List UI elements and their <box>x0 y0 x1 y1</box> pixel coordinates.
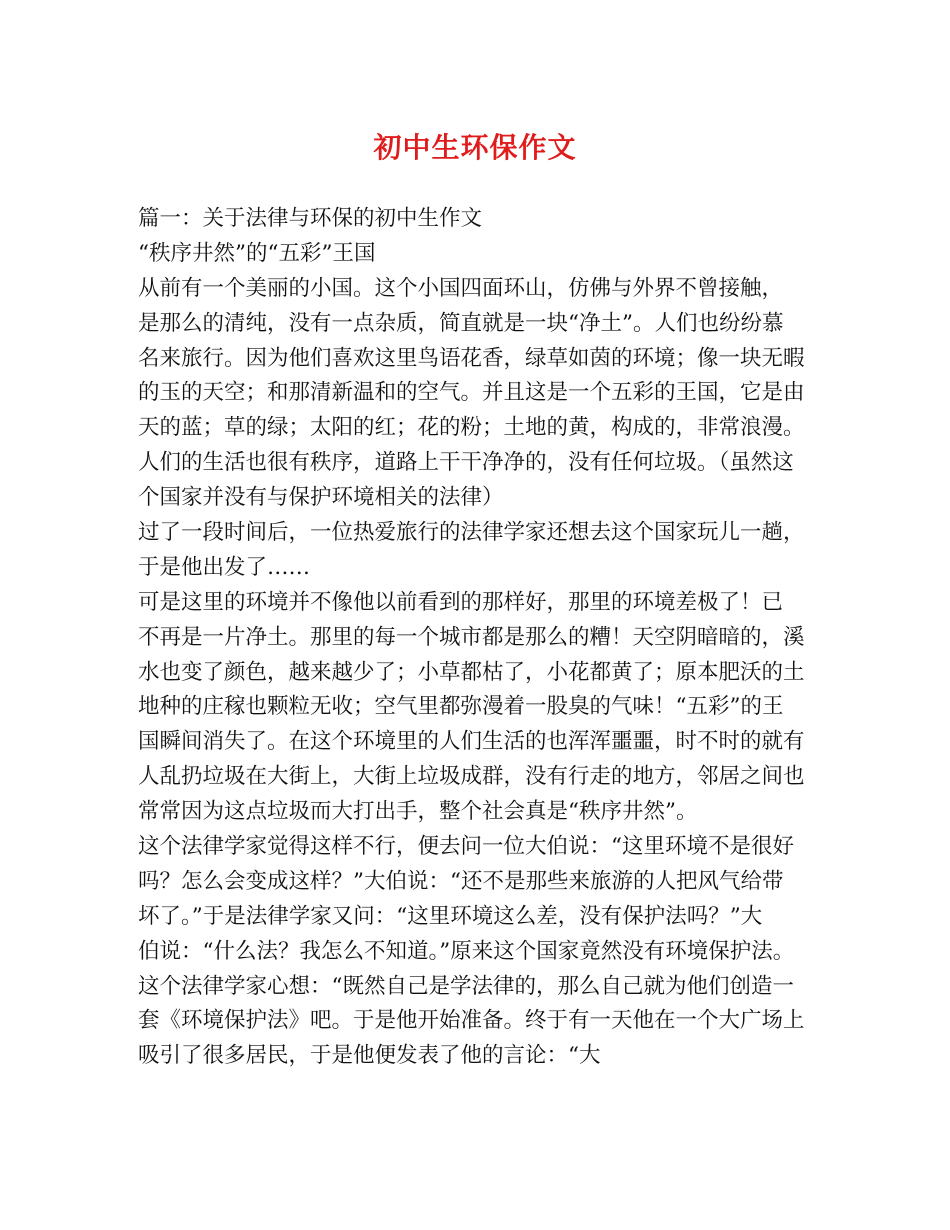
paragraph-line: 地种的庄稼也颗粒无收；空气里都弥漫着一股臭的气味！“五彩”的王 <box>138 694 784 720</box>
paragraph-line: 个国家并没有与保护环境相关的法律） <box>138 485 504 511</box>
paragraph-line: 名来旅行。因为他们喜欢这里鸟语花香，绿草如茵的环境；像一块无暇 <box>138 345 805 371</box>
document-body <box>138 202 828 1074</box>
paragraph-line: 坏了。”于是法律学家又问：“这里环境这么差，没有保护法吗？”大 <box>138 903 763 929</box>
paragraph-line: 套《环境保护法》吧。于是他开始准备。终于有一天他在一个大广场上 <box>138 1008 805 1034</box>
essay-heading-line: “秩序井然”的“五彩”王国 <box>138 240 376 266</box>
paragraph-line: 这个法律学家觉得这样不行，便去问一位大伯说：“这里环境不是很好 <box>138 834 794 860</box>
paragraph-line: 吸引了很多居民，于是他便发表了他的言论：“大 <box>138 1043 601 1069</box>
paragraph-line: 不再是一片净土。那里的每一个城市都是那么的糟！天空阴暗暗的，溪 <box>138 624 805 650</box>
paragraph-line: 人们的生活也很有秩序，道路上干干净净的，没有任何垃圾。（虽然这 <box>138 450 794 476</box>
paragraph-line: 伯说：“什么法？我怎么不知道。”原来这个国家竟然没有环境保护法。 <box>138 938 795 964</box>
subtitle-line: 篇一：关于法律与环保的初中生作文 <box>138 206 483 231</box>
paragraph-line: 的玉的天空；和那清新温和的空气。并且这是一个五彩的王国，它是由 <box>138 380 805 406</box>
paragraph-line: 国瞬间消失了。在这个环境里的人们生活的也浑浑噩噩，时不时的就有 <box>138 729 805 755</box>
paragraph-line: 是那么的清纯，没有一点杂质，简直就是一块“净土”。人们也纷纷慕 <box>138 310 784 336</box>
paragraph-line: 从前有一个美丽的小国。这个小国四面环山，仿佛与外界不曾接触， <box>138 275 784 301</box>
paragraph-line: 过了一段时间后，一位热爱旅行的法律学家还想去这个国家玩儿一趟， <box>138 520 805 546</box>
paragraph-line: 水也变了颜色，越来越少了；小草都枯了，小花都黄了；原本肥沃的土 <box>138 659 805 685</box>
paragraph-line: 吗？怎么会变成这样？”大伯说：“还不是那些来旅游的人把风气给带 <box>138 868 784 894</box>
paragraph-line: 常常因为这点垃圾而大打出手，整个社会真是“秩序井然”。 <box>138 799 698 825</box>
paragraph-line: 这个法律学家心想：“既然自己是学法律的，那么自己就为他们创造一 <box>138 973 794 999</box>
document-title: 初中生环保作文 <box>373 131 577 164</box>
paragraph-line: 人乱扔垃圾在大街上，大街上垃圾成群，没有行走的地方，邻居之间也 <box>138 764 805 790</box>
paragraph-line: 天的蓝；草的绿；太阳的红；花的粉；土地的黄，构成的，非常浪漫。 <box>138 415 805 441</box>
paragraph-line: 于是他出发了…… <box>138 554 311 580</box>
paragraph-line: 可是这里的环境并不像他以前看到的那样好，那里的环境差极了！已 <box>138 589 784 615</box>
